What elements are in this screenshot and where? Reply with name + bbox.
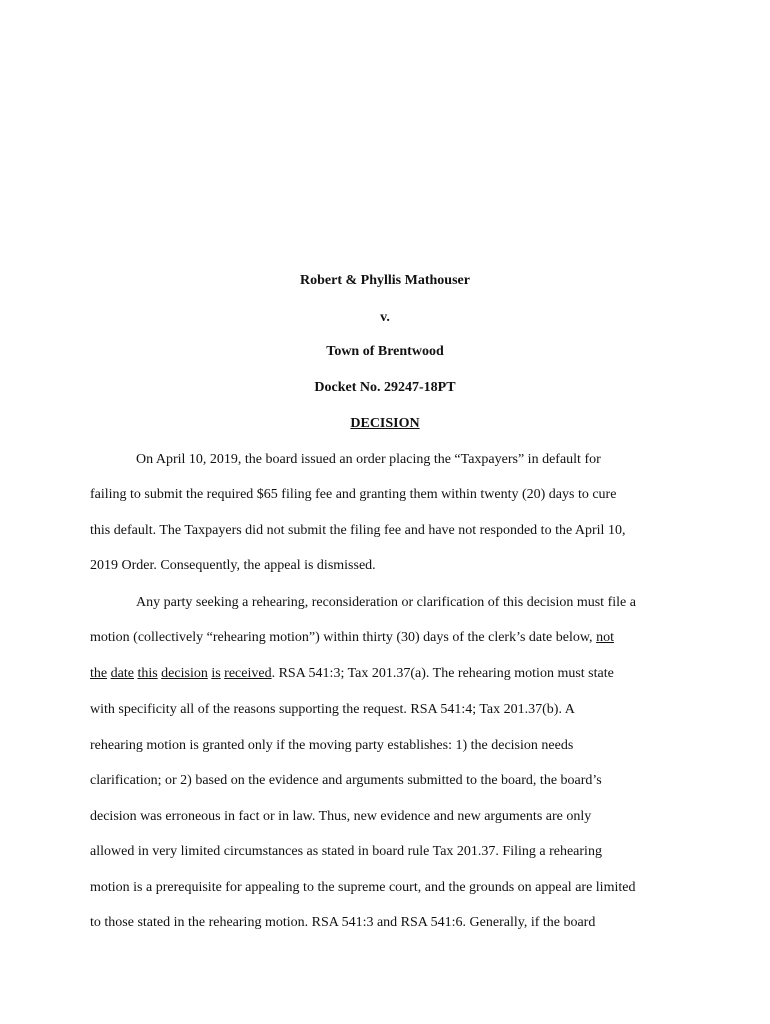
paragraph-1-line: 2019 Order. Consequently, the appeal is dismissed. [90, 558, 376, 573]
caption-parties-1: Robert & Phyllis Mathouser [300, 273, 470, 288]
paragraph-2-line: rehearing motion is granted only if the moving party establishes: 1) the decision needs [90, 738, 574, 753]
underlined-word: date [110, 666, 134, 681]
underlined-word: received [224, 666, 272, 681]
paragraph-1-line: On April 10, 2019, the board issued an order placing the “Taxpayers” in default for [136, 452, 601, 467]
paragraph-2-line [90, 665, 614, 683]
caption-parties-2: Town of Brentwood [326, 344, 444, 359]
caption-versus: v. [380, 310, 390, 325]
paragraph-2-line: Any party seeking a rehearing, reconsideration or clarification of this decision must file a [136, 595, 636, 610]
paragraph-2-line: to those stated in the rehearing motion. RSA 541:3 and RSA 541:6. Generally, if the board [90, 915, 596, 930]
underlined-word: decision [161, 666, 208, 681]
docket-number: Docket No. 29247-18PT [314, 380, 456, 395]
decision-heading-text: DECISION [350, 416, 420, 431]
paragraph-2-line: allowed in very limited circumstances as stated in board rule Tax 201.37. Filing a rehearing [90, 844, 602, 859]
underlined-word: this [137, 666, 158, 681]
paragraph-2-line [90, 629, 614, 647]
paragraph-1-line: failing to submit the required $65 filing fee and granting them within twenty (20) days to cure [90, 487, 617, 502]
paragraph-2-line: clarification; or 2) based on the evidence and arguments submitted to the board, the board’s [90, 773, 602, 788]
underlined-word: is [211, 666, 221, 681]
paragraph-2-text: motion (collectively “rehearing motion”) within thirty (30) days of the clerk’s date below, [90, 630, 597, 645]
underlined-word: the [90, 666, 108, 681]
underlined-word: not [596, 630, 614, 645]
paragraph-2-line: motion is a prerequisite for appealing to the supreme court, and the grounds on appeal are limited [90, 880, 636, 895]
paragraph-2-line: decision was erroneous in fact or in law. Thus, new evidence and new arguments are only [90, 809, 592, 824]
paragraph-1-line: this default. The Taxpayers did not submit the filing fee and have not responded to the April 10, [90, 523, 626, 538]
decision-heading [0, 415, 770, 433]
paragraph-2-text: . RSA 541:3; Tax 201.37(a). The rehearing motion must state [271, 666, 614, 681]
paragraph-2-line: with specificity all of the reasons supporting the request. RSA 541:4; Tax 201.37(b). A [90, 702, 575, 717]
